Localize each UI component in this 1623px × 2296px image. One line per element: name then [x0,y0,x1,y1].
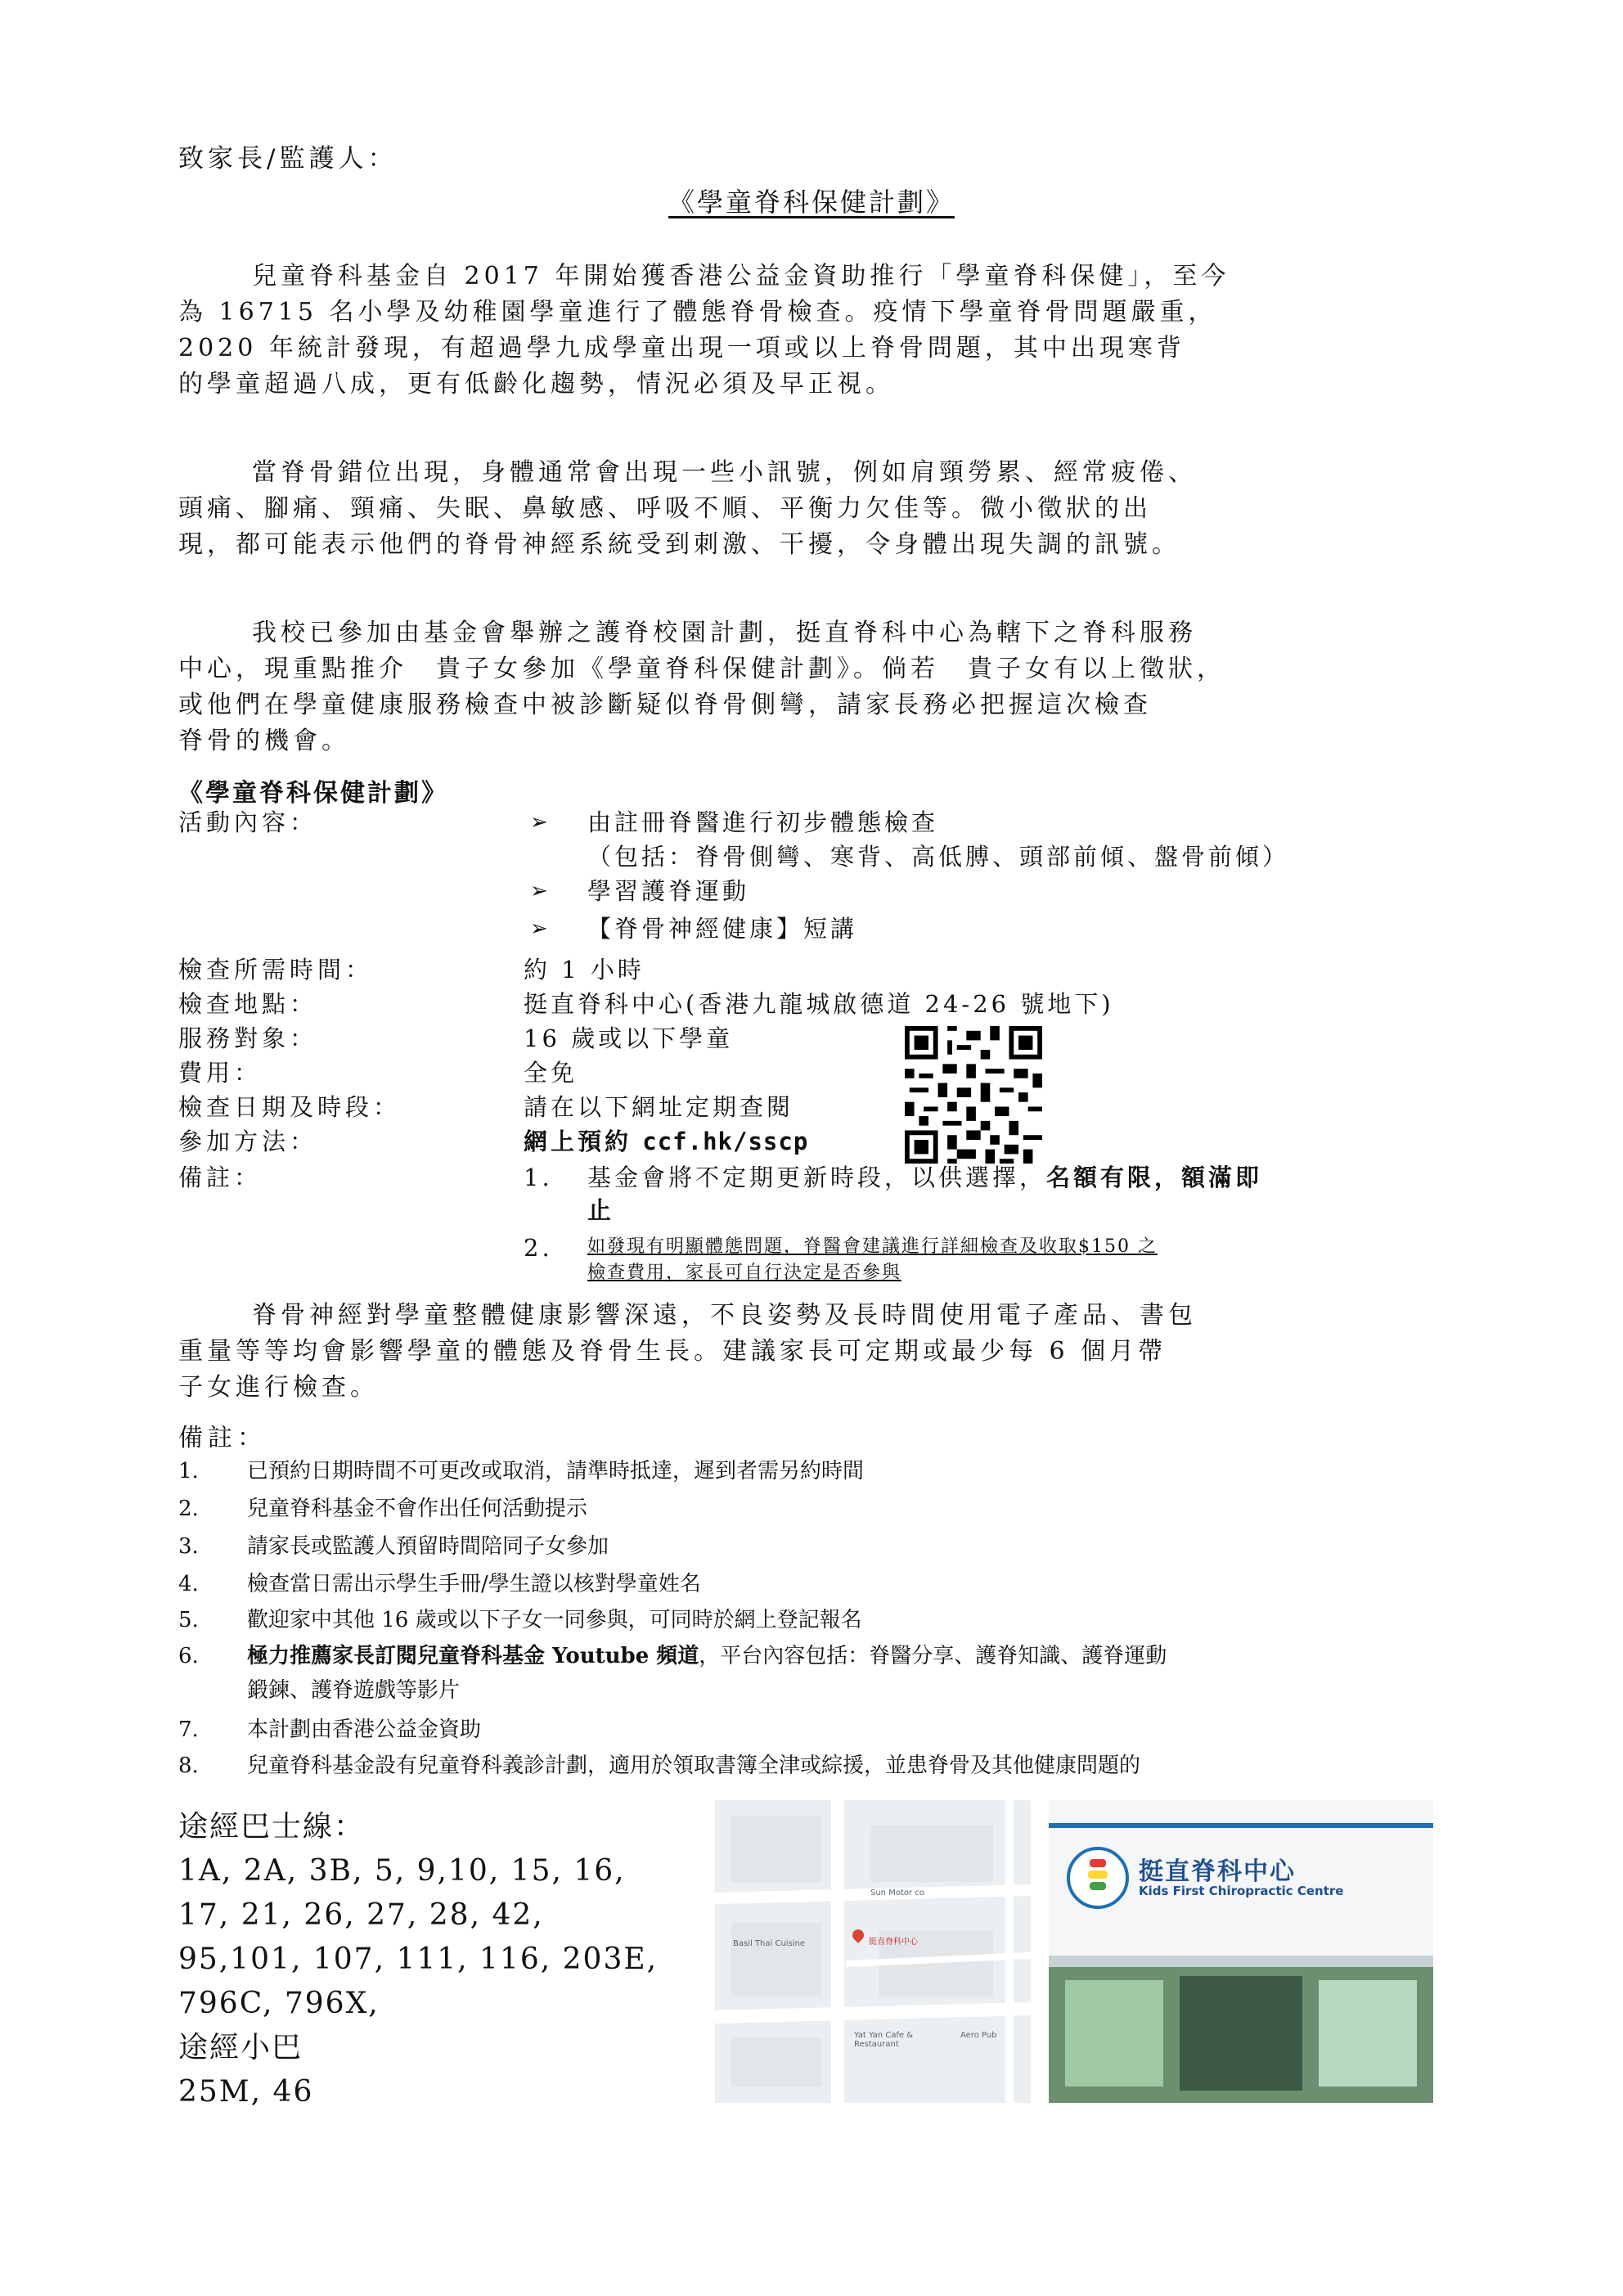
content-item: 學習護脊運動 [587,877,750,905]
paragraph-intro [178,259,1405,403]
content-item: 【脊骨神經健康】短講 [587,915,858,943]
note-text: 鍛鍊、護脊遊戲等影片 [247,1678,461,1703]
note-number: 5. [178,1608,199,1632]
note-number: 3. [178,1534,199,1559]
notes-heading: 備註： [178,1424,267,1452]
bus-heading: 途經巴士線： [178,1810,366,1844]
paragraph-line: 頭痛、腳痛、頸痛、失眠、鼻敏感、呼吸不順、平衡力欠佳等。微小徵狀的出 [178,494,1152,523]
arrow-bullet-icon: ➢ [530,879,548,903]
remarks-label: 備註： [178,1164,263,1191]
schedule-label: 檢查日期及時段： [178,1093,402,1121]
join-method [524,1128,808,1155]
note-text: 已預約日期時間不可更改或取消，請準時抵達，遲到者需另約時間 [247,1459,865,1483]
paragraph-line: 的學童超過八成，更有低齡化趨勢，情況必須及早正視。 [178,370,894,398]
paragraph-symptoms [178,455,1405,563]
duration-label: 檢查所需時間： [178,956,374,984]
paragraph-line: 我校已參加由基金會舉辦之護脊校園計劃，挺直脊科中心為轄下之脊科服務 [252,619,1197,647]
fee-value: 全免 [524,1059,578,1087]
note-text-part: ，平台內容包括：脊醫分享、護脊知識、護脊運動 [699,1644,1167,1668]
paragraph-line: 2020 年統計發現，有超過學九成學童出現一項或以上脊骨問題，其中出現寒背 [178,334,1185,362]
paragraph-recommendation [178,615,1405,759]
paragraph-line: 子女進行檢查。 [178,1373,379,1402]
paragraph-line: 中心，現重點推介 貴子女參加《學童脊科保健計劃》。倘若 貴子女有以上徵狀， [178,655,1225,683]
location-map [715,1800,1031,2103]
arrow-bullet-icon: ➢ [530,916,548,941]
target-value: 16 歲或以下學童 [524,1024,734,1052]
bus-routes [178,1805,702,2114]
map-pin-label: 挺直脊科中心 [869,1938,918,1947]
note-text: 檢查當日需出示學生手冊/學生證以核對學童姓名 [247,1572,701,1596]
remark-1-text: 基金會將不定期更新時段，以供選擇， [587,1164,1047,1191]
map-streets [715,1800,1031,2103]
minibus-heading: 途經小巴 [178,2031,303,2064]
duration-value: 約 1 小時 [524,956,645,984]
remark-number: 2. [524,1234,553,1262]
greeting: 致家長/監護人： [178,144,398,173]
join-label: 參加方法： [178,1128,318,1155]
paragraph-line: 重量等等均會影響學童的體態及脊骨生長。建議家長可定期或最少每 6 個月帶 [178,1337,1167,1366]
storefront-photo [1049,1800,1433,2103]
fee-label: 費用： [178,1059,263,1087]
location-label: 檢查地點： [178,990,318,1018]
remark-number: 1. [524,1164,553,1191]
note-number: 2. [178,1497,199,1521]
bus-line: 17, 21, 26, 27, 28, 42, [178,1898,544,1932]
schedule-value: 請在以下網址定期查閱 [524,1093,794,1121]
target-label: 服務對象： [178,1024,318,1052]
map-label: Basil Thai Cuisine [733,1939,806,1948]
content-item: （包括：脊骨側彎、寒背、高低膊、頭部前傾、盤骨前傾） [587,843,1290,871]
paragraph-closing [178,1298,1405,1406]
note-text: 歡迎家中其他 16 歲或以下子女一同參與，可同時於網上登記報名 [247,1608,862,1632]
remark-2-line: 檢查費用，家長可自行決定是否參與 [587,1263,902,1283]
paragraph-line: 脊骨的機會。 [178,727,350,755]
paragraph-line: 或他們在學童健康服務檢查中被診斷疑似脊骨側彎，請家長務必把握這次檢查 [178,691,1152,719]
map-label: Sun Motor co [870,1889,924,1898]
note-text [247,1640,1425,1672]
storefront-graphic [1049,1800,1433,2103]
note-text: 本計劃由香港公益金資助 [247,1717,482,1742]
remark-1 [587,1164,1405,1191]
note-number: 4. [178,1572,199,1596]
store-sign-chinese: 挺直脊科中心 [1139,1857,1296,1886]
map-label: Yat Yan Cafe & Restaurant [854,2031,914,2049]
note-text: 兒童脊科基金不會作出任何活動提示 [247,1497,588,1521]
store-sign-english: Kids First Chiropractic Centre [1139,1884,1344,1898]
bus-line: 95,101, 107, 111, 116, 203E, [178,1943,659,1976]
paragraph-line: 當脊骨錯位出現，身體通常會出現一些小訊號，例如肩頸勞累、經常疲倦、 [252,458,1197,487]
youtube-recommendation[interactable]: 極力推薦家長訂閱兒童脊科基金 Youtube 頻道 [247,1644,699,1668]
note-text: 請家長或監護人預留時間陪同子女參加 [247,1534,609,1559]
paragraph-line: 現，都可能表示他們的脊骨神經系統受到刺激、干擾，令身體出現失調的訊號。 [178,530,1180,559]
note-text: 兒童脊科基金設有兒童脊科義診計劃，適用於領取書簿全津或綜援，並患脊骨及其他健康問題的 [247,1754,1141,1778]
qr-code-icon[interactable] [905,1026,1042,1164]
paragraph-line: 兒童脊科基金自 2017 年開始獲香港公益金資助推行「學童脊科保健」，至今 [252,262,1230,290]
map-label: Aero Pub [960,2031,997,2040]
paragraph-line: 為 16715 名小學及幼稚園學童進行了體態脊骨檢查。疫情下學童脊骨問題嚴重， [178,298,1217,326]
document-title: 《學童脊科保健計劃》 [668,187,955,218]
arrow-bullet-icon: ➢ [530,810,548,835]
bus-line: 1A, 2A, 3B, 5, 9,10, 15, 16, [178,1854,626,1888]
location-value: 挺直脊科中心(香港九龍城啟德道 24-26 號地下) [524,990,1114,1018]
booking-link[interactable]: ccf.hk/sscp [642,1128,809,1155]
remark-2-line: 如發現有明顯體態問題，脊醫會建議進行詳細檢查及收取$150 之 [587,1236,1158,1257]
note-number: 8. [178,1754,199,1778]
remark-1-bold-end: 止 [587,1196,615,1224]
content-label: 活動內容： [178,808,318,836]
join-prefix: 網上預約 [524,1128,632,1155]
content-item: 由註冊脊醫進行初步體態檢查 [587,808,939,836]
program-heading: 《學童脊科保健計劃》 [178,779,448,808]
remark-1-bold: 名額有限，額滿即 [1046,1164,1263,1191]
minibus-line: 25M, 46 [178,2075,314,2109]
bus-line: 796C, 796X, [178,1987,380,2020]
note-number: 6. [178,1644,199,1668]
note-number: 1. [178,1459,199,1483]
paragraph-line: 脊骨神經對學童整體健康影響深遠，不良姿勢及長時間使用電子產品、書包 [252,1301,1197,1330]
note-number: 7. [178,1717,199,1742]
